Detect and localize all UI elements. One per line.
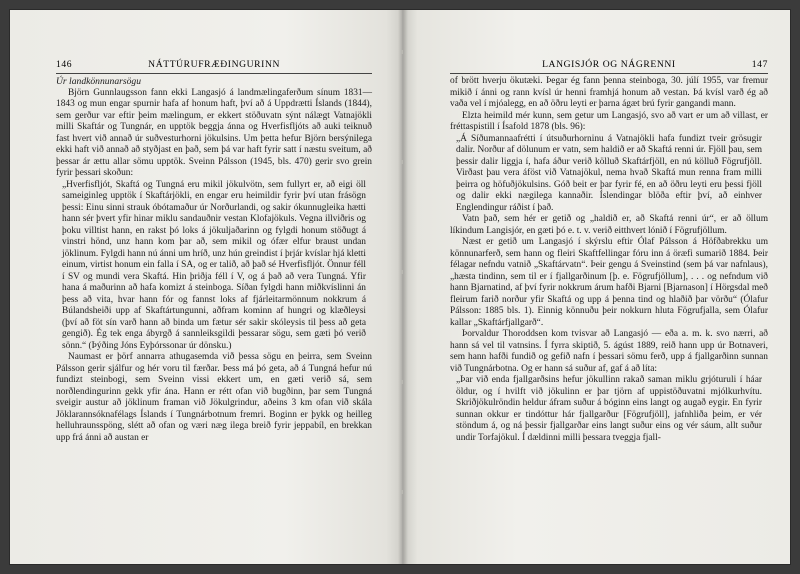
- right-page: [402, 10, 790, 564]
- header-rule: [450, 73, 768, 74]
- paragraph: Næst er getið um Langasjó í skýrslu eftir Ólaf Pálsson á Höfðabrekku um könnunarferð, sem hann og fleiri Skaftfellingar fóru inn á öræfi sumarið 1884. Þeir félagar nefndu vatnið „Skaftárvatn“. Þeir gengu á Sveinstind (sem þá var nafnlaus), „hæsta tindinn, sem til er í fjallgarðinum [þ. e. Fögrufjöllum], . . . og nefndum við hann Bjarnatind, af því fyrir nokkrum árum hafði Bjarni [Bjarnason] í Hörgsdal með fleirum farið norður yfir Skaftá og upp á þenna tind og hlaðið þar vörðu“ (Ólafur Pálsson: 1885 bls. 1). Einnig könnuðu þeir nokkurn hluta Fögrufjalla, sem Ólafur kallar „Skaftárfjallgarð“.: [450, 237, 768, 328]
- left-page-body: [56, 76, 372, 444]
- binding-stitch: [401, 160, 403, 164]
- paragraph: Þorvaldur Thoroddsen kom tvisvar að Langasjó — eða a. m. k. svo nærri, að hann sá vel til vatnsins. Í fyrra skiptið, 5. ágúst 1889, reið hann upp úr Botnaveri, sem hann hafði fundið og gefið nafn í þessari sömu ferð, upp á fjallgarðinn sunnan við Tungnárbotna. Og er hann sá suður af, gaf á að líta:: [450, 329, 768, 374]
- paragraph: of brött hverju ökutæki. Þegar ég fann þenna steinboga, 30. júlí 1955, var fremur mikið í ánni og rann kvísl úr henni framhjá honum að vestan. Þá kvísl varð ég að vaða vel í mjóalegg, en að öðru leyti er þarna ágæt brú fyrir gangandi mann.: [450, 76, 768, 109]
- quotation: „Hverfisfljót, Skaftá og Tungná eru mikil jökulvötn, sem fullyrt er, að eigi öll sameiginleg upptök í Skaftárjökli, en engar eru heimildir fyrir því utan frásögn þessi: Einu sinni strauk óbótamaður úr Norðurlandi, og sakir ókunnugleika hætti hann sér þvert yfir hinar miklu sandauðnir vestan Klofajökuls. Vegna illviðris og þoku villtist hann, en rakst þó loks á jökuljaðarinn og fylgdi honum stöðugt á vinstri hönd, unz hann kom þar að, sem mikil og ófær elfur braust undan jöklinum. Fylgdi hann nú ánni um hríð, unz hún greindist í þrjár kvíslar hjá kletti einum, virtist honum ein falla í SA, og er talið, að það sé Hverfisfljót. Önnur féll í SV og mundi vera Skaftá. Hin þriðja féll í V, og á það að vera Tungná. Yfir hana á maðurinn að hafa komizt á steinboga. Síðan fylgdi hann miðkvíslinni án þess að vita, hvar hann fór og fannst loks af fjárleitarmönnum nokkrum á Búlandsheiði upp af Skaftártungunni, aðfram kominn af hungri og klæðleysi (því að föt sín varð hann að binda um fætur sér sakir skóleysis til þess að geta gengið). Ég tek enga ábyrgð á sannleiksgildi þessarar sögu, sem gæti þó verið sönn.“ (Þýðing Jóns Eyþórssonar úr dönsku.): [62, 179, 366, 351]
- paragraph: Björn Gunnlaugsson fann ekki Langasjó á landmælingaferðum sínum 1831—1843 og mun engar spurnir hafa af honum haft, því að á Uppdrætti Íslands (1844), sem gerður var eftir þeim mælingum, er ekkert stöðuvatn sýnt nálægt Vatnajökli milli Skaftár og Tungnár, en upptök beggja ánna og Hverfisfljóts að auki teiknuð fast hvert við annað úr suðvesturhorni jökulsins. Um þetta hefur Björn bersýnilega ekki haft við annað að styðjast en það, sem þá var haft fyrir satt í næstu sveitum, að þessar ár ættu allar sömu upptök. Sveinn Pálsson (1945, bls. 470) gerir svo grein fyrir þessari skoðun:: [56, 87, 372, 178]
- binding-stitch: [401, 50, 403, 54]
- quotation: „Á Síðumannaafrétti í útsuðurhorninu á Vatnajökli hafa fundizt tveir grösugir dalir. Norður af dölunum er vatn, sem haldið er að Skaftá renni úr. Fjöll þau, sem þessir dalir liggja í, hafa áður verið kölluð Skaftárfjöll, en nú kölluð Fögrufjöll. Virðast þau vera áföst við Vatnajökul, nema hvað Skaftá mun renna fram milli þeirra og höfuðjökulsins. Góð beit er þar fyrir fé, en að öðru leyti eru þessi fjöll og dalir ekki nægilega kannaðir. Íslendingar blöða eftir því, að einhver Englendingur ráðist í það.: [456, 133, 762, 213]
- left-page-header: [56, 59, 372, 70]
- book-gutter: [398, 10, 408, 564]
- paragraph: Elzta heimild mér kunn, sem getur um Langasjó, svo að vart er um að villast, er fréttaspistill í Ísafold 1878 (bls. 96):: [450, 110, 768, 132]
- book-spread: [10, 10, 790, 564]
- header-rule: [56, 73, 372, 74]
- quotation: „Þar við enda fjallgarðsins hefur jökullinn rakað saman miklu grjóturuli í háar öldur, og í hvilft við jökulinn er þar tjörn af uppistöðuvatni mjólkurhvítu. Skriðjökulröndin heldur áfram suður á bóginn eins langt og augað eygir. En fyrir sunnan okkur er tindóttur hár fjallgarður [Fögrufjöll], jafnhliða þeim, er vér stöndum á, og ná þessir fjallgarðar eins langt suður eins og vér sáum, allt suður undir Torfajökul. Í dældinni milli þessara tveggja fjall-: [456, 375, 762, 443]
- binding-stitch: [401, 380, 403, 384]
- right-page-header: [450, 59, 768, 70]
- right-page-body: [450, 76, 768, 444]
- page-number: 147: [751, 59, 768, 70]
- left-page: [10, 10, 402, 564]
- section-heading: Úr landkönnunarsögu: [56, 76, 142, 87]
- page-number: 146: [56, 59, 73, 70]
- paragraph: Vatn það, sem hér er getið og „haldið er, að Skaftá renni úr“, er að öllum líkindum Langisjór, en gæti þó e. t. v. verið eitthvert lónið í Fögrufjöllum.: [450, 214, 768, 236]
- running-title: NÁTTÚRUFRÆÐINGURINN: [148, 59, 281, 70]
- running-title: LANGISJÓR OG NÁGRENNI: [542, 59, 676, 70]
- paragraph: Naumast er þörf annarra athugasemda við þessa sögu en þeirra, sem Sveinn Pálsson gerir sjálfur og hér voru til færðar. Þess má þó geta, að á Tungná hefur nú fundizt steinbogi, sem Sveinn vissi ekkert um, en gæti verið sá, sem norðlendingurinn gekk yfir ána. Hann er rétt ofan við bugðinn, þar sem Tungná sveigir austur að jöklinum framan við Jökulgrindur, aðeins 3 km ofan við skála Jöklarannsóknafélags Íslands í Tungnárbotnum fremri. Boginn er þykk og heilleg helluhraunsspöng, slétt að ofan og væri næg ilega breið fyrir jeppabíl, en brekkan upp frá ánni að austan er: [56, 352, 372, 443]
- binding-stitch: [401, 270, 403, 274]
- binding-stitch: [401, 490, 403, 494]
